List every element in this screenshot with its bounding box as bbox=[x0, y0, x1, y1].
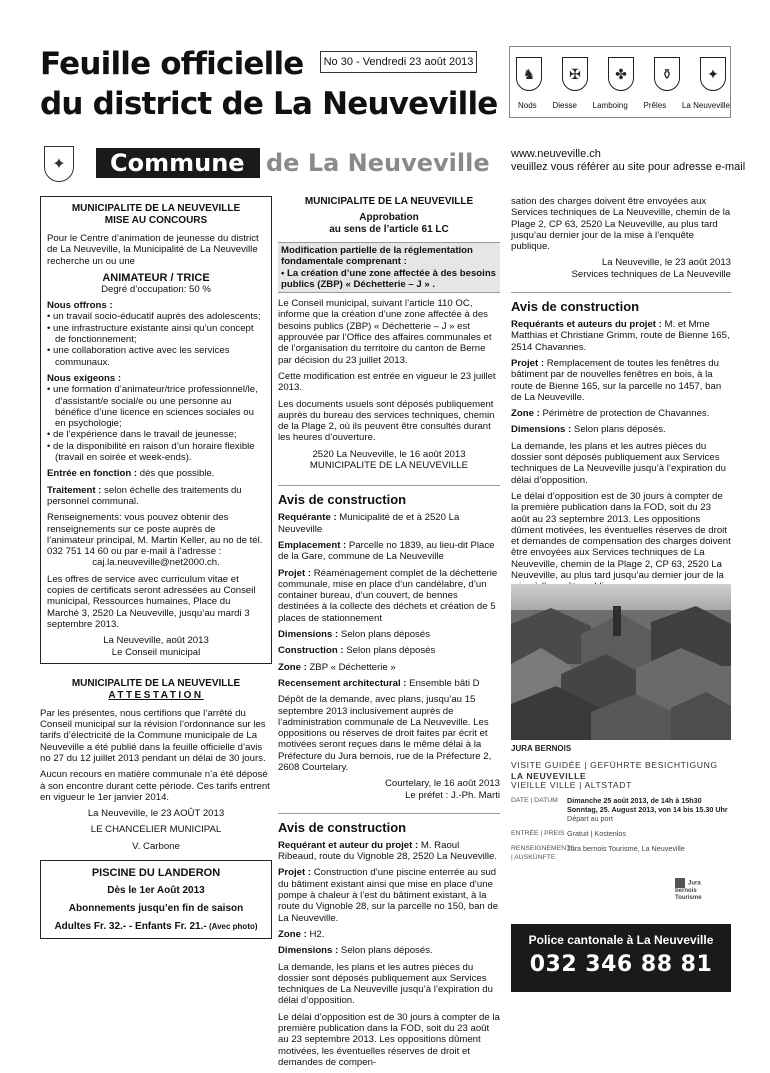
signature: MUNICIPALITE DE LA NEUVEVILLE bbox=[309, 460, 469, 472]
commune-name-la-neuveville: La Neuveville bbox=[681, 101, 730, 110]
newspaper-title: Feuille officielle du district de La Neuveville bbox=[40, 46, 498, 122]
flyer-date-row: DATE | DATUM Dimanche 25 août 2013, de 14h à 15h30 Sonntag, 25. August 2013, von 14 bis 15.30 Uhr Départ au port bbox=[511, 796, 728, 823]
attestation bbox=[40, 678, 272, 852]
signature: Services techniques de La Neuveville bbox=[571, 268, 731, 280]
requirements-list bbox=[47, 384, 265, 463]
info-text: Renseignements: vous pouvez obtenir des renseignements sur ce poste auprès de l’animateur principal, M. Martin Keller, au no de tél. 032 751 14 60 ou par e-mail à l’adresse : bbox=[47, 512, 263, 558]
attestation-heading: MUNICIPALITE DE LA NEUVEVILLE bbox=[71, 677, 241, 689]
signature: Le préfet : J.-Ph. Marti bbox=[405, 789, 500, 801]
pool-title: PISCINE DU LANDERON bbox=[91, 867, 221, 880]
list-item: • de l’expérience dans le travail de jeunesse; bbox=[47, 429, 265, 440]
project: Projet : Remplacement de toutes les fenêtres du bâtiment par de nouvelles fenêtres en bois, à la route de Bienne 165, sur la parcelle no 1457, ban de La Neuveville. bbox=[511, 357, 722, 403]
zone: Zone : H2. bbox=[278, 928, 325, 940]
continued-text: sation des charges doivent être envoyées aux Services techniques de La Neuveville, chemin de la Plage 2, CP 63, 2520 La Neuveville, au plus tard jusqu’au dernier jour de la mise à l’enquête publique. bbox=[511, 196, 731, 253]
issue-number: No 30 - Vendredi 23 août 2013 bbox=[320, 51, 477, 73]
place-date: La Neuveville, août 2013 bbox=[103, 635, 209, 647]
job-offer-subheading: MISE AU CONCOURS bbox=[104, 215, 208, 226]
website-link[interactable]: www.neuveville.ch bbox=[511, 148, 601, 160]
offers-title: Nous offrons : bbox=[47, 300, 113, 312]
roofs-illustration bbox=[511, 604, 731, 740]
preles-crest-icon: ⚱ bbox=[654, 57, 680, 91]
place-date: 2520 La Neuveville, le 16 août 2013 bbox=[312, 448, 466, 460]
applicant: Requérant et auteur du projet : M. Raoul Ribeaud, route du Vignoble 28, 2520 La Neuveville. bbox=[278, 839, 498, 863]
place-date: Courtelary, le 16 août 2013 bbox=[384, 778, 500, 790]
contact-email[interactable]: caj.la.neuveville@net2000.ch. bbox=[92, 557, 220, 569]
opposition-text: Le délai d’opposition est de 30 jours à compter de la première publication dans la FOD, soit du 23 août au 23 septembre 2013. Les oppositions dûment motivées, les éventuelles réserves de droit et demandes de compen- bbox=[278, 1011, 500, 1068]
pool-date: Dès le 1er Août 2013 bbox=[107, 885, 205, 897]
list-item: • une collaboration active avec les services communaux. bbox=[47, 345, 265, 368]
column-3 bbox=[511, 196, 731, 620]
approval-heading: MUNICIPALITE DE LA NEUVEVILLE bbox=[304, 196, 474, 207]
police-label: Police cantonale à La Neuveville bbox=[528, 933, 714, 947]
flyer-subtitle-2: VIEILLE VILLE | ALTSTADT bbox=[511, 780, 632, 790]
attestation-text: Par les présentes, nous certifions que l’arrêté du Conseil municipal sur la révision l’ordonnance sur les tarifs d’électricité de la Commune municipale de La Neuveville a été publié dans la feuille officielle d’avis no 27 du 12 juillet 2013 pendant un délai de 30 jours. bbox=[40, 707, 266, 764]
construction-notice-title: Avis de construction bbox=[511, 299, 640, 315]
guided-tour-flyer bbox=[511, 744, 731, 914]
diesse-crest-icon: ✠ bbox=[562, 57, 588, 91]
approval-highlight: Modification partielle de la réglementation fondamentale comprenant : • La création d’une zone affectée à des besoins publics (ZBP) « Déchetterie – J » . bbox=[278, 242, 500, 293]
commune-name-diesse: Diesse bbox=[552, 101, 577, 110]
offers-list bbox=[47, 311, 265, 367]
flyer-price-row: ENTRÉE | PREIS Gratuit | Kostenlos bbox=[511, 829, 626, 838]
pool-subscriptions: Abonnements jusqu’en fin de saison bbox=[68, 903, 244, 915]
commune-crests bbox=[509, 46, 731, 118]
tourism-logo: Jura bernois Tourisme bbox=[675, 878, 721, 902]
approval-text-2: Cette modification est entrée en vigueur le 23 juillet 2013. bbox=[278, 370, 496, 394]
commune-name-nods: Nods bbox=[518, 101, 537, 110]
chancellor: LE CHANCELIER MUNICIPAL bbox=[90, 824, 222, 836]
attestation-text-2: Aucun recours en matière communale n’a été déposé à son encontre durant cette période. Ces tarifs entrent en vigueur le 1er janvier 2014. bbox=[40, 769, 270, 803]
pool-box bbox=[40, 860, 272, 939]
approval-text: Le Conseil municipal, suivant l’article 110 OC, informe que la création d’une zone affectée à des besoins publics (ZBP) « Déchetterie – J » est approuvée par l’Office des affaires communales et de l’organisation du territoire du canton de Berne par décision du 23 juillet 2013. bbox=[278, 298, 492, 366]
project: Projet : Construction d’une piscine enterrée au sud du bâtiment existant ainsi que mise en place d’une pompe à chaleur à l’est du bâtiment existant, à la route du Vignoble 28, sur la parcelle no 150, ban de La Neuveville. bbox=[278, 867, 499, 924]
job-offer-intro: Pour le Centre d’animation de jeunesse du district de La Neuveville, la Municipalité de La Neuveville recherche un ou une bbox=[47, 233, 259, 267]
job-offer-box bbox=[40, 196, 272, 664]
salary: Traitement : selon échelle des traitements du personnel communal. bbox=[47, 484, 242, 507]
dimensions: Dimensions : Selon plans déposés. bbox=[511, 424, 666, 436]
zone: Zone : ZBP « Déchetterie » bbox=[278, 661, 396, 673]
construction-notice-title: Avis de construction bbox=[278, 819, 407, 835]
flyer-subtitle: LA NEUVEVILLE bbox=[511, 771, 587, 781]
flyer-title: VISITE GUIDÉE | GEFÜHRTE BESICHTIGUNG bbox=[511, 760, 718, 770]
census: Recensement architectural : Ensemble bâti D bbox=[278, 677, 480, 689]
column-2 bbox=[278, 196, 500, 1073]
applicant: Requérante : Municipalité de et à 2520 La Neuveville bbox=[278, 512, 460, 535]
list-item: • de la disponibilité en raison d’un horaire flexible (travail en soirée et week-ends). bbox=[47, 441, 265, 464]
requirements-title: Nous exigeons : bbox=[47, 372, 122, 384]
job-rate: Degré d’occupation: 50 % bbox=[101, 283, 211, 295]
commune-label: Commune bbox=[96, 148, 260, 178]
place-date: La Neuveville, le 23 août 2013 bbox=[601, 257, 731, 269]
commune-name-lamboing: Lamboing bbox=[592, 101, 628, 110]
tourism-logo-icon bbox=[675, 878, 685, 888]
commune-name-preles: Prêles bbox=[643, 101, 667, 110]
website-block bbox=[511, 148, 745, 174]
list-item: • un travail socio-éducatif auprès des adolescents; bbox=[47, 311, 265, 322]
project: Projet : Réaménagement complet de la déchetterie communale, mise en place d’un candélabre, d’un container bureau, d’un couvert, de bennes destinées à la collecte des déchets et création de 5 places de stationnement bbox=[278, 567, 498, 624]
attestation-title: ATTESTATION bbox=[108, 689, 204, 701]
place-date: La Neuveville, le 23 AOÛT 2013 bbox=[87, 808, 225, 820]
police-phone[interactable]: 032 346 88 81 bbox=[529, 952, 713, 977]
pool-prices: Adultes Fr. 32.- - Enfants Fr. 21.- (Avec photo) bbox=[54, 921, 258, 933]
commune-name: de La Neuveville bbox=[266, 149, 490, 177]
zone: Zone : Périmètre de protection de Chavannes. bbox=[511, 408, 710, 420]
dimensions: Dimensions : Selon plans déposés. bbox=[278, 945, 433, 957]
deposit-text: Dépôt de la demande, avec plans, jusqu’au 15 septembre 2013 inclusivement auprès de l’administration communale de La Neuveville. Les oppositions ou réserves de droit faites par écrit et motivées seront reçues dans le même délai à la Préfecture du Jura bernois, rue de la Préfecture 2, 2608 Courtelary. bbox=[278, 694, 492, 773]
approval-subtitle: au sens de l’article 61 LC bbox=[329, 224, 449, 235]
deposit-text: La demande, les plans et les autres pièces du dossier sont déposés publiquement aux Services techniques de La Neuveville jusqu’à l’expiration du délai d’opposition. bbox=[511, 440, 726, 486]
job-title: ANIMATEUR / TRICE bbox=[102, 271, 210, 284]
old-town-photo bbox=[511, 584, 731, 740]
approval-text-3: Les documents usuels sont déposés publiquement auprès du bureau des services techniques, chemin de la Plage 2, où ils peuvent être consultés durant les heures d’ouverture. bbox=[278, 398, 495, 444]
applicant: Requérants et auteurs du projet : M. et Mme Matthias et Christiane Grimm, route de Bienne 165, 2514 Chavannes. bbox=[511, 319, 730, 353]
entry-date: Entrée en fonction : dès que possible. bbox=[47, 468, 215, 480]
list-item: • une formation d’animateur/trice professionnel/le, d’assistant/e social/e ou une personne au bénéfice d’une licence en sciences sociales ou en psychologie; bbox=[47, 384, 265, 429]
lamboing-crest-icon: ✤ bbox=[608, 57, 634, 91]
flyer-info-row: RENSEIGNEMENTS | AUSKÜNFTE Jura bernois Tourisme, La Neuveville bbox=[511, 844, 685, 861]
police-box bbox=[511, 924, 731, 992]
dimensions: Dimensions : Selon plans déposés bbox=[278, 629, 430, 641]
commune-seal-icon: ✦ bbox=[44, 146, 74, 182]
deposit-text: La demande, les plans et les autres pièces du dossier sont déposés publiquement aux Services techniques de La Neuveville jusqu’à l’expiration du délai d’opposition. bbox=[278, 961, 493, 1007]
la-neuveville-crest-icon: ✦ bbox=[700, 57, 726, 91]
apply-text: Les offres de service avec curriculum vitae et copies de certificats seront adressées au Conseil municipal, Ressources humaines, Place du Marché 3, 2520 La Neuveville, jusqu’au mardi 3 septembre 2013. bbox=[47, 573, 256, 630]
construction: Construction : Selon plans déposés bbox=[278, 645, 436, 657]
construction-notice-title: Avis de construction bbox=[278, 492, 407, 508]
opposition-text: Le délai d’opposition est de 30 jours à compter de la première publication dans la FOD, soit du 23 août au 23 septembre 2013. Les oppositions dûment motivées, les éventuelles réserves de droit et demandes de compensation des charges doivent être envoyées aux Services techniques de La Neuveville, chemin de la Plage 2, CP 63, 2520 La Neuveville, au plus tard jusqu’au dernier jour de la bbox=[511, 490, 731, 582]
job-offer-heading: MUNICIPALITE DE LA NEUVEVILLE bbox=[71, 203, 241, 214]
column-1 bbox=[40, 196, 272, 939]
flyer-brand: JURA BERNOIS bbox=[511, 744, 572, 753]
list-item: • une infrastructure existante ainsi qu’un concept de fonctionnement; bbox=[47, 323, 265, 346]
website-note: veuillez vous référer au site pour adresse e-mail bbox=[511, 161, 746, 173]
location: Emplacement : Parcelle no 1839, au lieu-dit Place de la Gare, commune de La Neuveville bbox=[278, 539, 495, 563]
signature: Le Conseil municipal bbox=[111, 646, 201, 658]
chancellor-name: V. Carbone bbox=[132, 840, 180, 852]
approval-title: Approbation bbox=[359, 212, 419, 223]
nods-crest-icon: ♞ bbox=[516, 57, 542, 91]
